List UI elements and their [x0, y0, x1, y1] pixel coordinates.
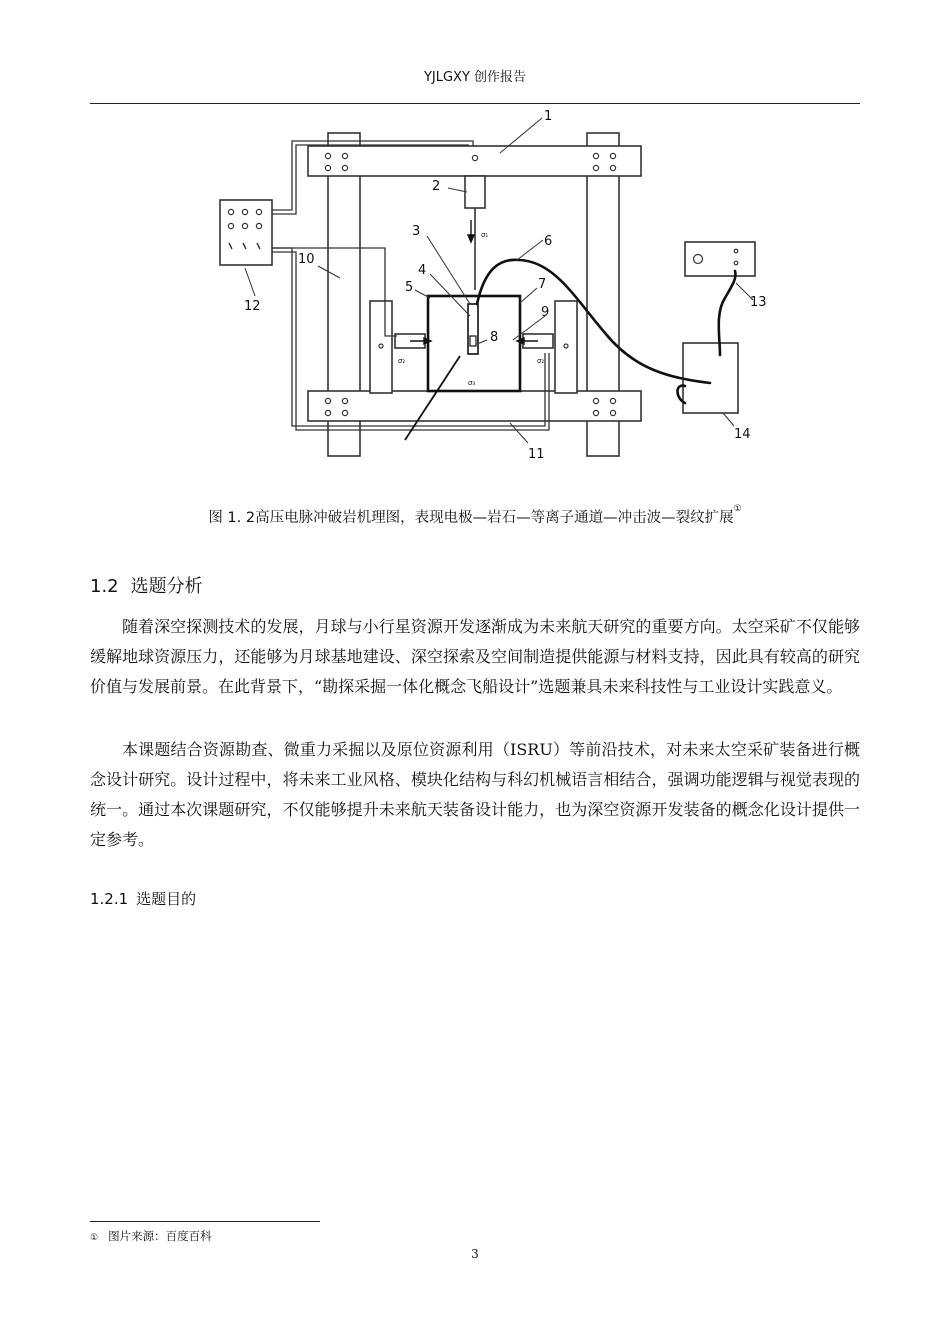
label-12: 12 [244, 299, 261, 314]
label-4: 4 [418, 263, 427, 278]
rock-breaking-apparatus-diagram [215, 108, 775, 483]
device-14 [683, 343, 738, 413]
caption-text: 图 1. 2高压电脉冲破岩机理图，表现电极—岩石—等离子通道—冲击波—裂纹扩展 [208, 510, 734, 526]
label-14: 14 [734, 427, 751, 442]
bottom-beam [308, 391, 641, 421]
footnote-mark: ① [90, 1233, 99, 1243]
sigma1-label: σ₁ [481, 231, 489, 239]
page-header: YJLGXY 创作报告 [423, 70, 527, 85]
sigma3-label: σ₃ [468, 379, 476, 387]
label-13: 13 [750, 295, 767, 310]
label-8: 8 [490, 330, 499, 345]
label-5: 5 [405, 280, 414, 295]
section-title: 选题分析 [130, 576, 203, 597]
label-3: 3 [412, 224, 421, 239]
paragraph-1: 随着深空探测技术的发展，月球与小行星资源开发逐渐成为未来航天研究的重要方向。太空采矿不仅能够缓解地球资源压力，还能够为月球基地建设、深空探索及空间制造提供能源与材料支持，因此具有较高的研究价值与发展前景。在此背景下，“勘探采掘一体化概念飞船设计”选题兼具未来科技性与工业设计实践意义。 [90, 617, 860, 696]
sigma2-right-label: σ₂ [537, 357, 545, 365]
label-6: 6 [544, 234, 553, 249]
footnote-text: 图片来源：百度百科 [108, 1229, 212, 1243]
sigma2-left-label: σ₂ [398, 357, 406, 365]
label-2: 2 [432, 179, 441, 194]
caption-footnote-mark[interactable]: ① [733, 504, 742, 514]
top-actuator [465, 176, 485, 208]
subsection-title: 选题目的 [136, 890, 197, 908]
label-1: 1 [544, 109, 553, 124]
page-number: 3 [471, 1247, 479, 1261]
paragraph-2: 本课题结合资源勘查、微重力采掘以及原位资源利用（ISRU）等前沿技术，对未来太空采矿装备进行概念设计研究。设计过程中，将未来工业风格、模块化结构与科幻机械语言相结合，强调功能逻辑与视觉表现的统一。通过本次课题研究，不仅能够提升未来航天装备设计能力，也为深空资源开发装备的概念化设计提供一定参考。 [90, 740, 860, 849]
section-heading [90, 572, 203, 598]
label-11: 11 [528, 447, 545, 462]
footnote [90, 1228, 212, 1244]
footnote-rule [90, 1221, 320, 1222]
section-number: 1.2 [90, 576, 119, 597]
figure-caption [90, 506, 860, 527]
label-10: 10 [298, 252, 315, 267]
label-9: 9 [541, 305, 550, 320]
label-7: 7 [538, 277, 547, 292]
subsection-heading [90, 888, 196, 909]
subsection-number: 1.2.1 [90, 890, 129, 908]
header-rule [90, 103, 860, 104]
